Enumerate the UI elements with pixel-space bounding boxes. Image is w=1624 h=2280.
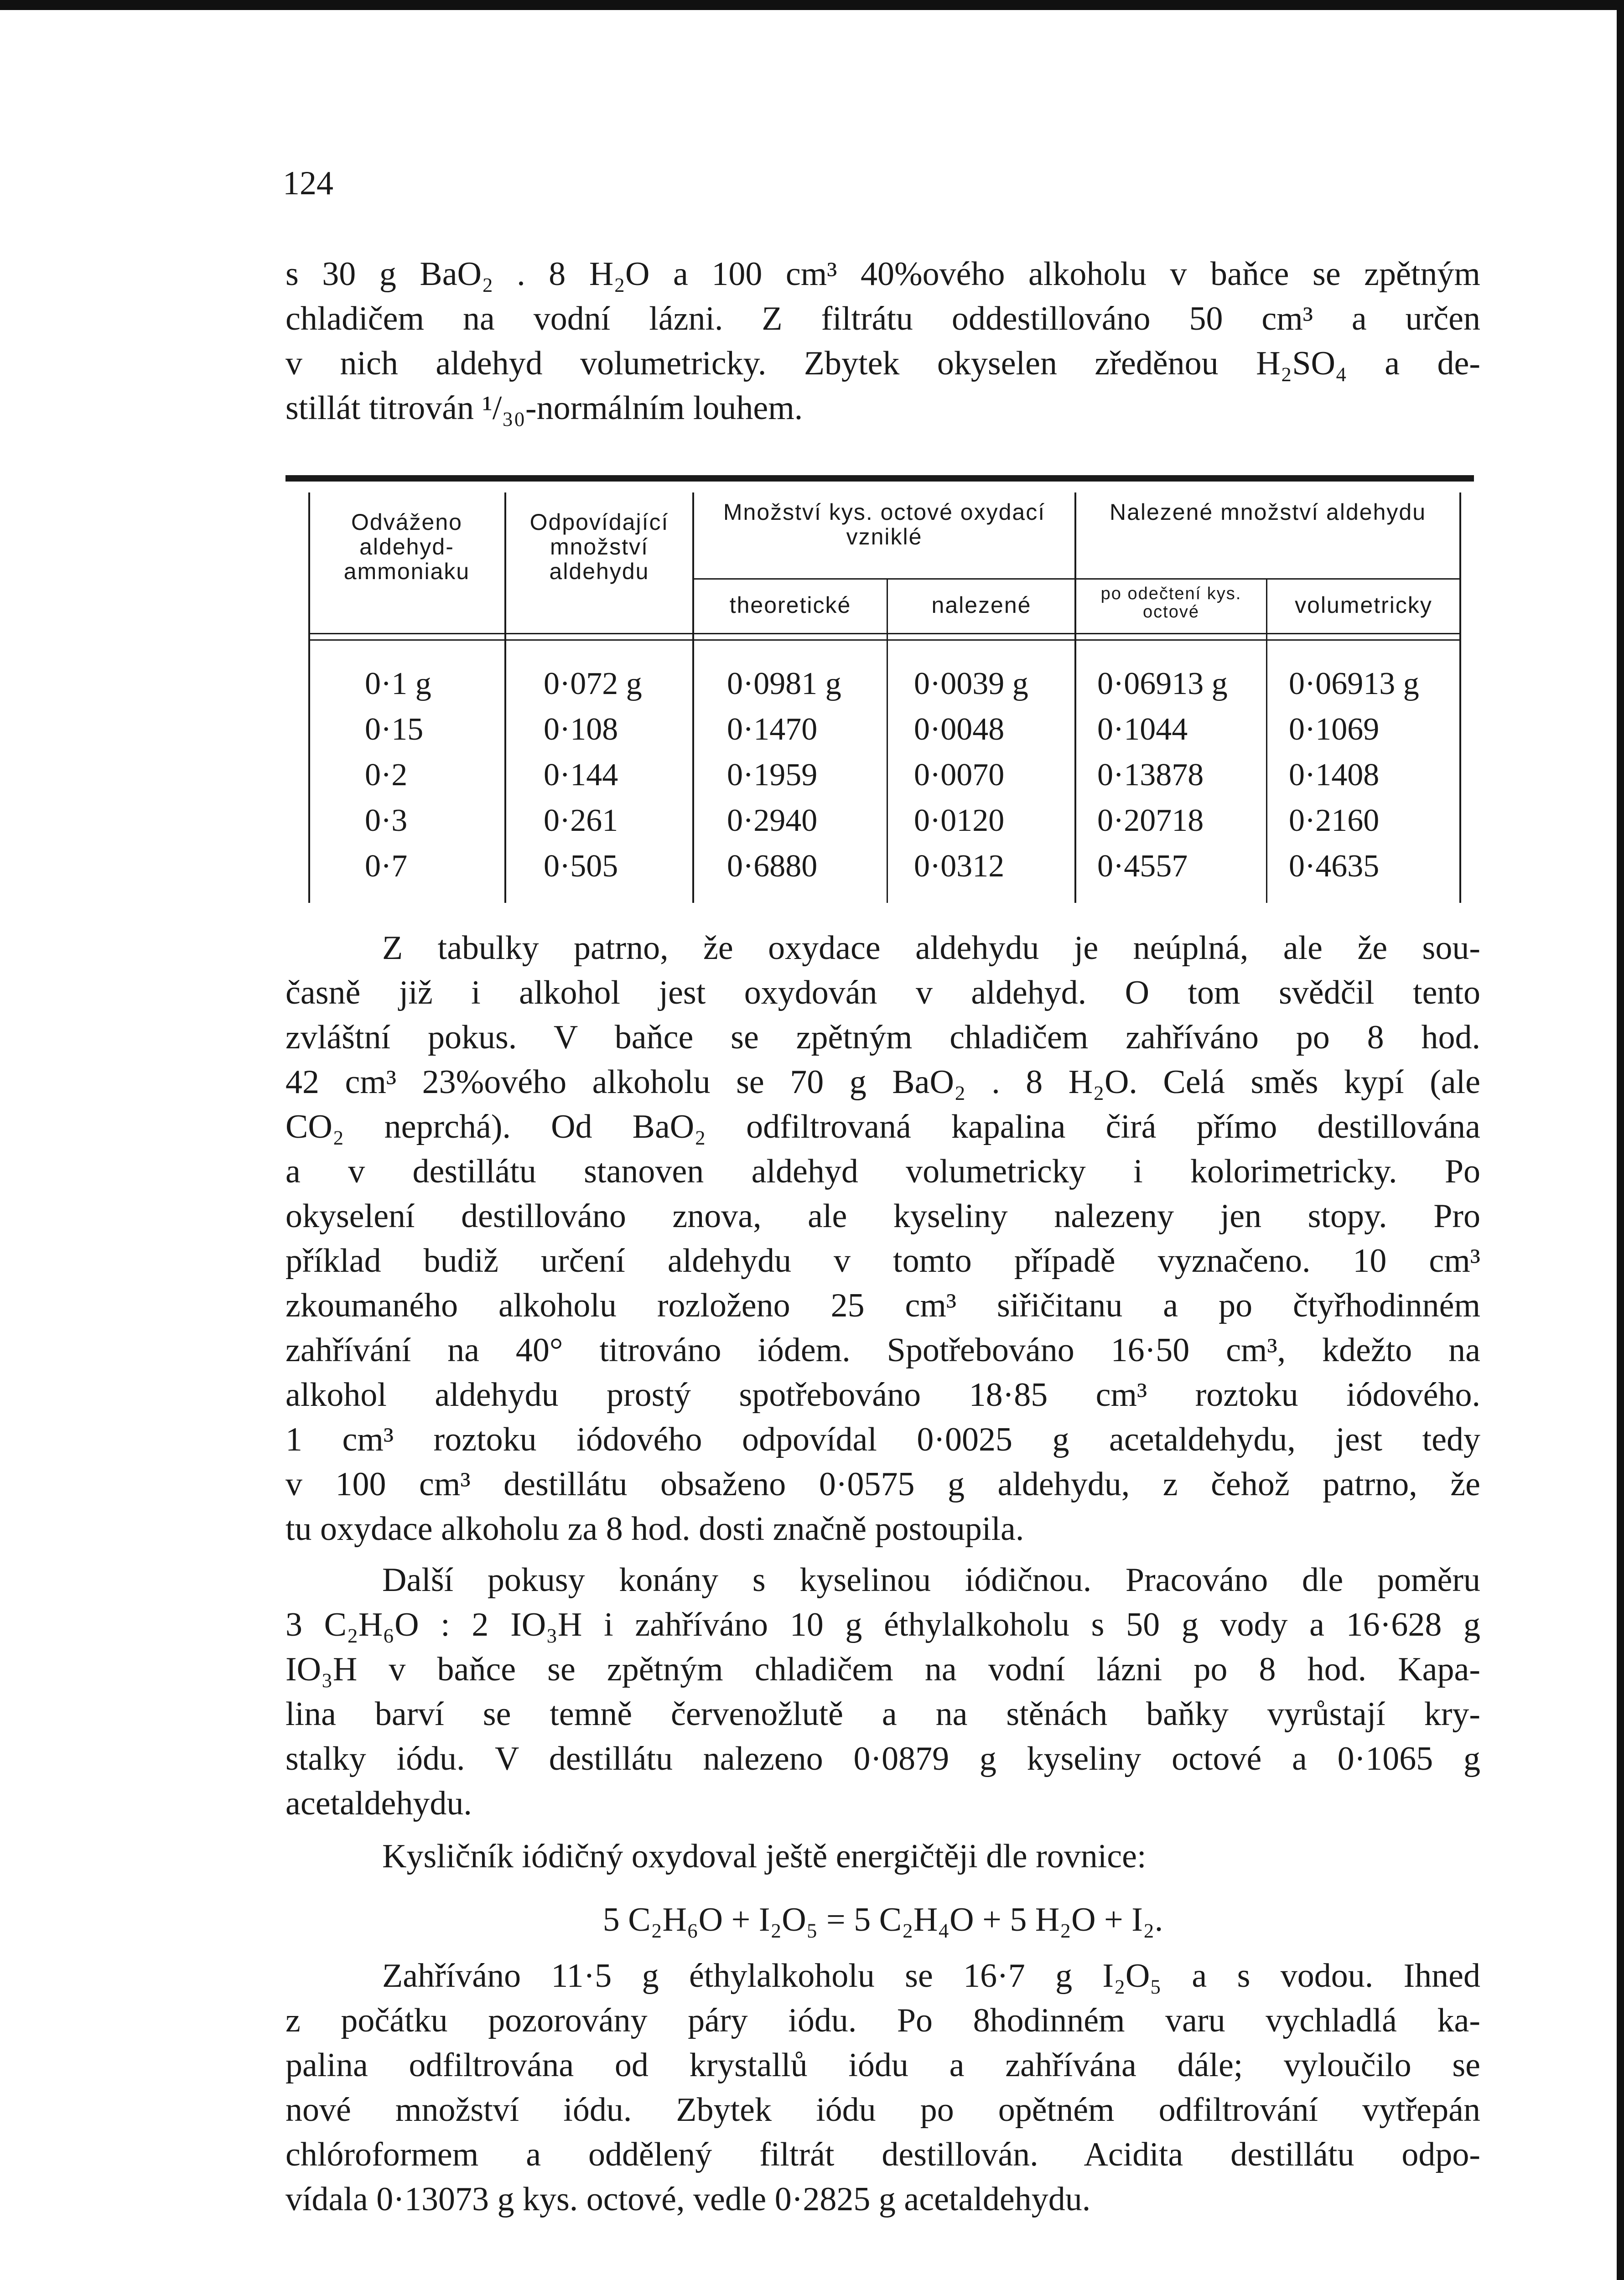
text-line: alkohol aldehydu prostý spotřebováno 18·85 cm³ roztoku iódového. — [285, 1376, 1480, 1414]
text-line: příklad budiž určení aldehydu v tomto případě vyznačeno. 10 cm³ — [285, 1242, 1480, 1280]
table-header-rule — [308, 639, 1461, 641]
text-line: časně již i alkohol jest oxydován v aldehyd. O tom svědčil tento — [285, 974, 1480, 1011]
text-line: CO₂ neprchá). Od BaO₂ odfiltrovaná kapalina čirá přímo destillována — [285, 1108, 1480, 1145]
table-vrule — [308, 492, 310, 903]
header-found: nalezené — [931, 592, 1032, 618]
scan-edge-right — [1617, 0, 1624, 2280]
text-line: 1 cm³ roztoku iódového odpovídal 0·0025 g acetaldehydu, jest tedy — [285, 1421, 1480, 1458]
table-cell: 0·06913 g — [1097, 666, 1228, 701]
header-acetic-acid-group: Množství kys. octové oxydací vzniklé — [723, 499, 1046, 549]
table-group-rule — [1074, 578, 1460, 580]
table-top-rule — [285, 475, 1474, 482]
table-vrule — [504, 492, 506, 903]
table-cell: 0·144 — [544, 757, 618, 793]
header-after-subtraction: po odečtení kys. octové — [1100, 584, 1242, 622]
text-line: tu oxydace alkoholu za 8 hod. dosti značně postoupila. — [285, 1510, 1024, 1548]
chemical-equation: 5 C₂H₆O + I₂O₅ = 5 C₂H₄O + 5 H₂O + I₂. — [602, 1901, 1163, 1938]
text-line: stalky iódu. V destillátu nalezeno 0·0879 g kyseliny octové a 0·1065 g — [285, 1740, 1480, 1777]
text-line: vídala 0·13073 g kys. octové, vedle 0·2825 g acetaldehydu. — [285, 2181, 1091, 2218]
table-cell: 0·13878 — [1097, 757, 1204, 793]
intro-paragraph — [285, 252, 1480, 430]
table-header-rule — [308, 633, 1461, 634]
table-cell: 0·3 — [365, 803, 408, 838]
text-line: 3 C₂H₆O : 2 IO₃H i zahříváno 10 g éthylalkoholu s 50 g vody a 16·628 g — [285, 1606, 1480, 1643]
table-cell: 0·1470 — [727, 712, 818, 747]
table-cell: 0·0312 — [914, 849, 1005, 884]
table-vrule — [1459, 492, 1461, 903]
table-vrule — [1074, 492, 1076, 903]
paragraph-heating-result — [285, 1954, 1480, 2222]
table-cell: 0·1408 — [1289, 757, 1380, 793]
table-cell: 0·072 g — [544, 666, 642, 701]
text-line: Z tabulky patrno, že oxydace aldehydu je neúplná, ale že sou- — [382, 929, 1480, 967]
text-line: IO₃H v baňce se zpětným chladičem na vodní lázni po 8 hod. Kapa- — [285, 1651, 1480, 1688]
text-line: chladičem na vodní lázni. Z filtrátu oddestillováno 50 cm³ a určen — [285, 300, 1480, 337]
table-cell: 0·0039 g — [914, 666, 1028, 701]
paragraph-iodine-pentoxide — [285, 1834, 1480, 1879]
table-cell: 0·0981 g — [727, 666, 841, 701]
text-line: lina barví se temně červenožlutě a na stěnách baňky vyrůstají kry- — [285, 1695, 1480, 1733]
table-cell: 0·15 — [365, 712, 424, 747]
table-cell: 0·1 g — [365, 666, 431, 701]
table-vrule — [887, 579, 888, 903]
paragraph-table-discussion — [285, 926, 1480, 1551]
text-line: a v destillátu stanoven aldehyd volumetricky i kolorimetricky. Po — [285, 1153, 1480, 1190]
table-cell: 0·2160 — [1289, 803, 1380, 838]
table-cell: 0·261 — [544, 803, 618, 838]
text-line: v 100 cm³ destillátu obsaženo 0·0575 g aldehydu, z čehož patrno, že — [285, 1466, 1480, 1503]
table-cell: 0·4635 — [1289, 849, 1380, 884]
text-line: Zahříváno 11·5 g éthylalkoholu se 16·7 g I₂O₅ a s vodou. Ihned — [382, 1957, 1480, 1995]
table-vrule — [692, 492, 694, 903]
table-cell: 0·6880 — [727, 849, 818, 884]
text-line: v nich aldehyd volumetricky. Zbytek okyselen zředěnou H₂SO₄ a de- — [285, 345, 1480, 382]
text-line: stillát titrován ¹/₃₀-normálním louhem. — [285, 389, 803, 427]
text-line: zvláštní pokus. V baňce se zpětným chladičem zahříváno po 8 hod. — [285, 1019, 1480, 1056]
text-line: Kysličník iódičný oxydoval ještě energičtěji dle rovnice: — [382, 1838, 1147, 1875]
table-cell: 0·1069 — [1289, 712, 1380, 747]
text-line: nové množství iódu. Zbytek iódu po opětném odfiltrování vytřepán — [285, 2091, 1480, 2129]
table-vrule — [1266, 579, 1267, 903]
text-line: s 30 g BaO₂ . 8 H₂O a 100 cm³ 40%ového alkoholu v baňce se zpětným — [285, 255, 1480, 293]
text-line: chlóroformem a oddělený filtrát destillován. Acidita destillátu odpo- — [285, 2136, 1480, 2173]
table-cell: 0·2940 — [727, 803, 818, 838]
text-line: Další pokusy konány s kyselinou iódičnou. Pracováno dle poměru — [382, 1561, 1480, 1599]
text-line: okyselení destillováno znova, ale kyseliny nalezeny jen stopy. Pro — [285, 1197, 1480, 1235]
table-cell: 0·2 — [365, 757, 408, 793]
header-volumetric: volumetricky — [1295, 592, 1432, 618]
page-number: 124 — [283, 165, 333, 202]
table-cell: 0·0070 — [914, 757, 1005, 793]
table-group-rule — [692, 578, 1076, 580]
table-cell: 0·1959 — [727, 757, 818, 793]
text-line: acetaldehydu. — [285, 1785, 472, 1822]
text-line: 42 cm³ 23%ového alkoholu se 70 g BaO₂ . 8 H₂O. Celá směs kypí (ale — [285, 1063, 1480, 1101]
header-theoretical: theoretické — [729, 592, 851, 618]
header-corresponding-aldehyde: Odpovídající množství aldehydu — [529, 509, 669, 584]
table-cell: 0·7 — [365, 849, 408, 884]
table-cell: 0·20718 — [1097, 803, 1204, 838]
text-line: z počátku pozorovány páry iódu. Po 8hodinném varu vychladlá ka- — [285, 2002, 1480, 2039]
table-cell: 0·06913 g — [1289, 666, 1419, 701]
text-line: zkoumaného alkoholu rozloženo 25 cm³ siřičitanu a po čtyřhodinném — [285, 1287, 1480, 1324]
table-cell: 0·0048 — [914, 712, 1005, 747]
header-weighed-amount: Odváženo aldehyd-ammoniaku — [343, 509, 470, 584]
table-cell: 0·0120 — [914, 803, 1005, 838]
table-cell: 0·108 — [544, 712, 618, 747]
table-cell: 0·505 — [544, 849, 618, 884]
table-cell: 0·4557 — [1097, 849, 1188, 884]
scan-edge-top — [0, 0, 1624, 10]
text-line: zahřívání na 40° titrováno iódem. Spotřebováno 16·50 cm³, kdežto na — [285, 1332, 1480, 1369]
text-line: palina odfiltrována od krystallů iódu a zahřívána dále; vyloučilo se — [285, 2047, 1480, 2084]
header-aldehyde-group: Nalezené množství aldehydu — [1109, 499, 1427, 525]
paragraph-iodic-acid — [285, 1558, 1480, 1826]
table-cell: 0·1044 — [1097, 712, 1188, 747]
